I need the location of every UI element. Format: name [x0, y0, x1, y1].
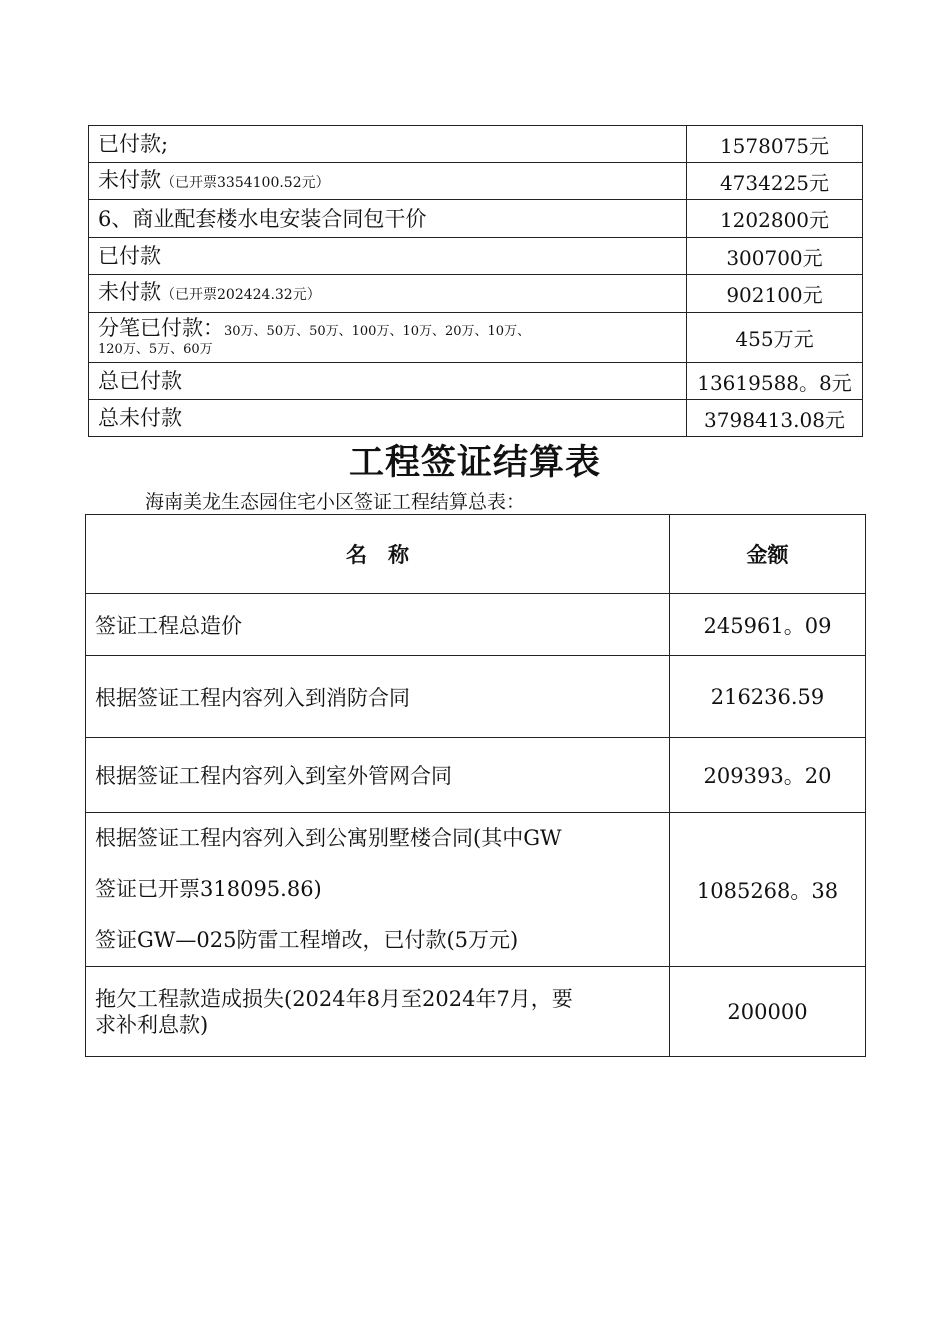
row-label: 总已付款: [89, 363, 687, 400]
row-label: 签证工程总造价: [86, 594, 670, 656]
row-value: 1578075元: [687, 126, 863, 163]
settlement-table: [85, 514, 866, 1057]
row-label: 6、商业配套楼水电安装合同包干价: [89, 200, 687, 238]
row-note: （已开票3354100.52元）: [161, 174, 330, 191]
column-header-amount: 金额: [670, 515, 866, 594]
row-line: 拖欠工程款造成损失(2024年8月至2024年7月，要: [95, 986, 573, 1011]
row-label: [86, 967, 670, 1057]
row-label: 分笔已付款：30万、50万、50万、100万、10万、20万、10万、 120万、5万、60万: [89, 313, 687, 363]
page-title: 工程签证结算表: [348, 443, 601, 483]
row-line: 签证GW—025防雷工程增改，已付款(5万元): [95, 928, 519, 952]
row-line: 签证已开票318095.86): [95, 877, 322, 901]
table-row: [86, 967, 866, 1057]
row-value: 245961。09: [670, 594, 866, 656]
table-row: [89, 313, 863, 363]
table-row: [89, 126, 863, 163]
row-value: 455万元: [687, 313, 863, 363]
row-label: 未付款（已开票202424.32元）: [89, 275, 687, 313]
row-note: （已开票202424.32元）: [161, 287, 321, 303]
row-label: 未付款（已开票3354100.52元）: [89, 163, 687, 200]
row-label: 已付款;: [89, 126, 687, 163]
table-row: [89, 163, 863, 200]
table-row: [86, 594, 866, 656]
row-label: [86, 813, 670, 967]
table-row: [89, 363, 863, 400]
row-note-continued: 120万、5万、60万: [98, 341, 213, 357]
row-label: 总未付款: [89, 400, 687, 437]
column-header-name: 名 称: [86, 515, 670, 594]
row-value: 1085268。38: [670, 813, 866, 967]
table-row: [86, 813, 866, 967]
row-line: 根据签证工程内容列入到公寓别墅楼合同(其中GW: [95, 826, 562, 850]
page-subtitle: 海南美龙生态园住宅小区签证工程结算总表：: [145, 491, 526, 513]
row-value: 209393。20: [670, 738, 866, 813]
table-header-row: [86, 515, 866, 594]
table-row: [89, 275, 863, 313]
table-row: [89, 400, 863, 437]
row-label: 根据签证工程内容列入到消防合同: [86, 656, 670, 738]
table-row: [86, 656, 866, 738]
row-value: 3798413.08元: [687, 400, 863, 437]
row-value: 216236.59: [670, 656, 866, 738]
row-label: 根据签证工程内容列入到室外管网合同: [86, 738, 670, 813]
row-value: 300700元: [687, 238, 863, 275]
row-line: 求补利息款): [95, 1012, 209, 1037]
table-row: [86, 738, 866, 813]
table-row: [89, 238, 863, 275]
row-note: 30万、50万、50万、100万、10万、20万、10万、: [224, 323, 531, 339]
row-value: 200000: [670, 967, 866, 1057]
payment-summary-table: [88, 125, 863, 437]
row-value: 13619588。8元: [687, 363, 863, 400]
row-value: 902100元: [687, 275, 863, 313]
row-value: 1202800元: [687, 200, 863, 238]
row-value: 4734225元: [687, 163, 863, 200]
table-row: [89, 200, 863, 238]
row-label: 已付款: [89, 238, 687, 275]
